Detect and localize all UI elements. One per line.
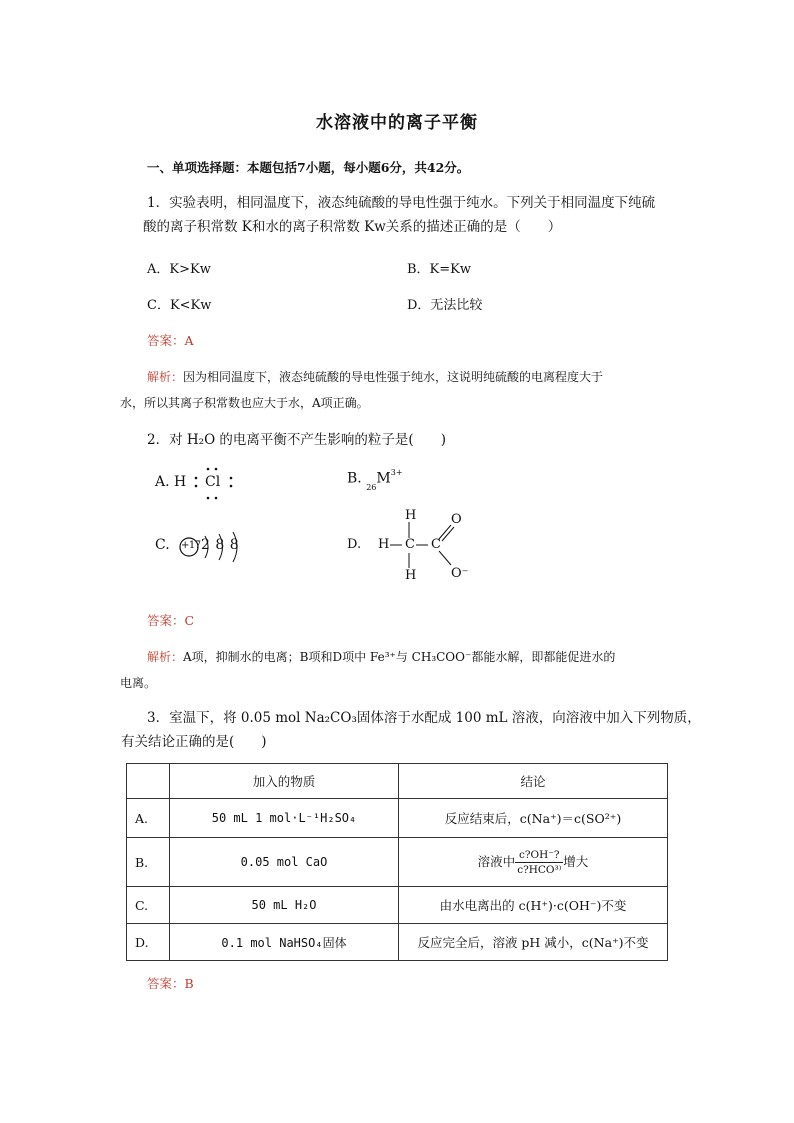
row-substance: 50 mL H₂O	[170, 887, 399, 924]
q2-answer: 答案：C	[147, 613, 195, 628]
q2-stem: 2．对 H₂O 的电离平衡不产生影响的粒子是( )	[147, 432, 446, 448]
q2-option-d-h-top: H	[405, 508, 417, 523]
row-conclusion: 反应完全后，溶液 pH 减小，c(Na⁺)不变	[399, 924, 668, 961]
q2-option-d-c1: C	[405, 537, 415, 552]
q1-explanation-label: 解析：	[147, 370, 184, 384]
row-conclusion: 由水电离出的 c(H⁺)·c(OH⁻)不变	[399, 887, 668, 924]
q3-answer: 答案：B	[147, 976, 194, 991]
row-conclusion-prefix: 溶液中	[477, 853, 516, 869]
q1-stem	[143, 191, 687, 239]
q3-stem	[121, 706, 707, 754]
q1-option-b: B．K=Kw	[407, 262, 471, 277]
q3-stem-line1: 3．室温下，将 0.05 mol Na₂CO₃固体溶于水配成 100 mL 溶液，向溶液中加入下列物质，	[147, 710, 701, 726]
q2-option-b-atomic-number: 26	[366, 483, 377, 493]
q1-stem-line1: 1．实验表明，相同温度下，液态纯硫酸的导电性强于纯水。下列关于相同温度下纯硫	[147, 195, 656, 211]
row-label: D.	[127, 924, 170, 961]
q1-stem-line2: 酸的离子积常数 K和水的离子积常数 Kw关系的描述正确的是（ ）	[143, 219, 562, 235]
section-heading: 一、单项选择题：本题包括7小题，每小题6分，共42分。	[147, 160, 470, 175]
table-header-row	[127, 764, 668, 799]
q2-explanation-line1: A项，抑制水的电离；B项和D项中 Fe³⁺与 CH₃COO⁻都能水解，即都能促进水的	[183, 650, 616, 664]
q2-option-a-cl: Cl	[205, 474, 221, 490]
q2-option-b-symbol: M	[376, 470, 391, 487]
row-label: A.	[127, 799, 170, 838]
row-label: B.	[127, 838, 170, 887]
page-title: 水溶液中的离子平衡	[316, 113, 478, 133]
row-conclusion	[399, 838, 668, 887]
q2-option-d-h-bottom: H	[405, 568, 417, 583]
q2-option-b-charge: 3+	[390, 468, 403, 477]
q2-option-d-o-minus: O⁻	[451, 566, 469, 581]
table-header-cell: 加入的物质	[170, 764, 399, 799]
table-row	[127, 924, 668, 961]
row-label: C.	[127, 887, 170, 924]
concentration-fraction	[515, 848, 563, 877]
q2-option-d-label: D.	[347, 537, 362, 552]
table-row	[127, 887, 668, 924]
q2-option-a-h: A. H	[155, 474, 187, 490]
row-substance: 0.1 mol NaHSO₄固体	[170, 924, 399, 961]
q2-option-c	[155, 528, 255, 568]
q2-option-d-c2: C	[431, 537, 441, 552]
q2-option-c-nucleus: +17	[181, 540, 201, 551]
q2-option-c-label: C.	[155, 537, 170, 553]
q2-option-c-shells: 2 8 8	[201, 537, 239, 553]
row-conclusion: 反应结束后，c(Na⁺)＝c(SO²⁺)	[399, 799, 668, 838]
q2-option-d-h-left: H	[378, 537, 390, 552]
q1-option-d: D．无法比较	[407, 298, 483, 313]
row-substance: 0.05 mol CaO	[170, 838, 399, 887]
q2-option-b-label: B.	[347, 470, 362, 487]
table-header-cell	[127, 764, 170, 799]
q2-option-d	[347, 505, 487, 587]
q1-option-a: A．K>Kw	[147, 262, 211, 277]
q1-answer: 答案：A	[147, 333, 194, 348]
q2-option-d-o-top: O	[451, 512, 462, 527]
q2-explanation-line2: 电离。	[120, 676, 157, 690]
table-header-cell: 结论	[399, 764, 668, 799]
row-conclusion-suffix: 增大	[563, 853, 589, 869]
table-row	[127, 838, 668, 887]
fraction-denominator: c?HCO³⁾	[517, 863, 562, 876]
q3-stem-line2: 有关结论正确的是( )	[121, 734, 267, 750]
row-substance: 50 mL 1 mol·L⁻¹H₂SO₄	[170, 799, 399, 838]
q2-explanation-label: 解析：	[147, 650, 184, 664]
q2-option-a	[155, 465, 275, 505]
q1-option-c: C．K<Kw	[147, 298, 212, 313]
table-row	[127, 799, 668, 838]
q2-explanation	[120, 644, 680, 696]
q2-option-b	[347, 468, 403, 493]
q1-explanation	[120, 364, 680, 416]
q1-explanation-line1: 因为相同温度下，液态纯硫酸的导电性强于纯水，这说明纯硫酸的电离程度大于	[183, 370, 604, 384]
q3-table	[126, 763, 668, 961]
q1-explanation-line2: 水，所以其离子积常数也应大于水，A项正确。	[120, 396, 369, 410]
fraction-numerator: c?OH⁻?	[515, 848, 563, 863]
